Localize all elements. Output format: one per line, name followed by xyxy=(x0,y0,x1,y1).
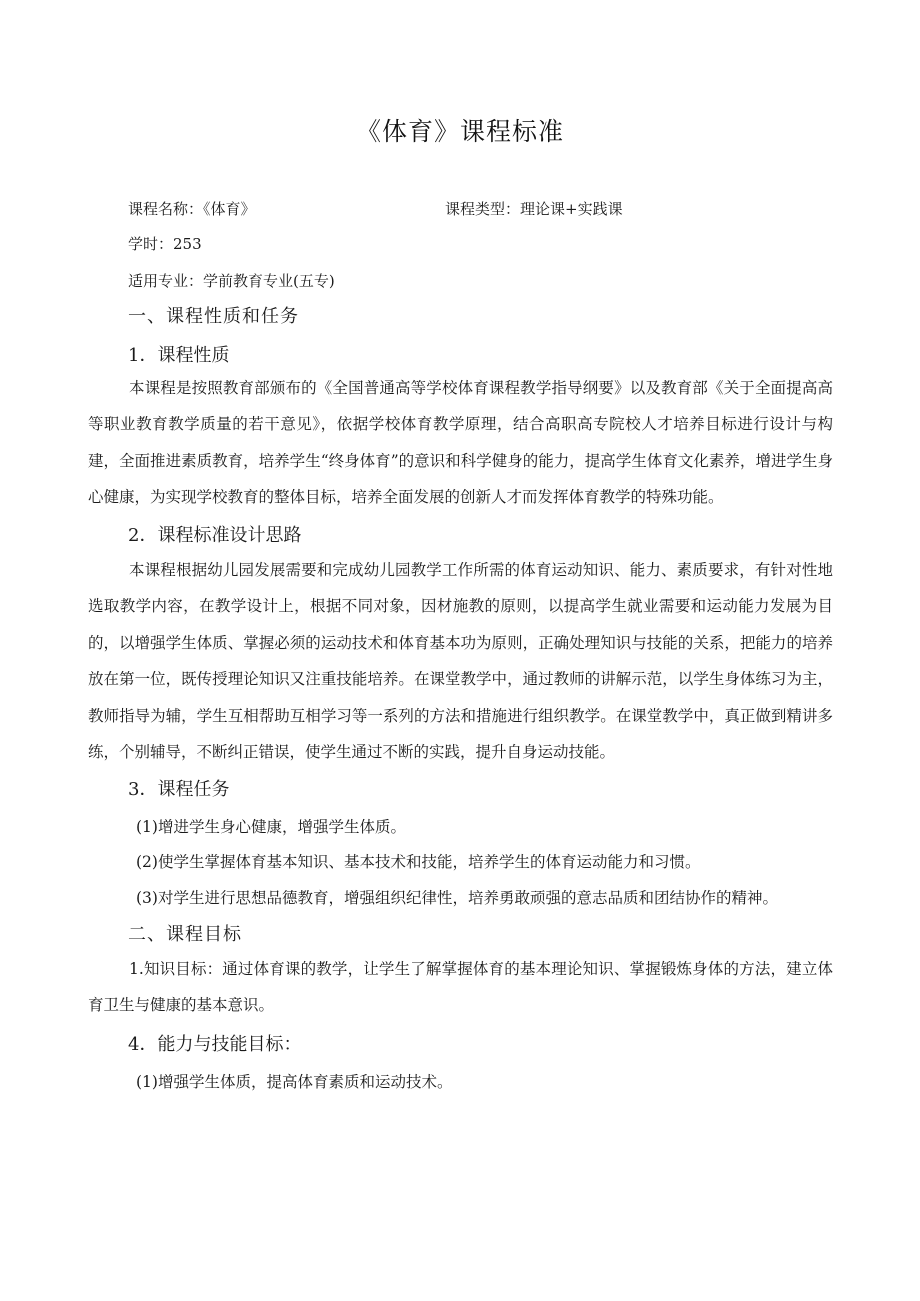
page-title: 《体育》课程标准 xyxy=(355,117,564,146)
subheading-skill-goals: 4．能力与技能目标： xyxy=(128,1034,302,1055)
paragraph-course-nature: 本课程是按照教育部颁布的《全国普通高等学校体育课程教学指导纲要》以及教育部《关于全面提高高等职业教育教学质量的若干意见》，依据学校体育教学原理，结合高职高专院校人才培养目标进行设计与构建，全面推进素质教育，培养学生“终身体育”的意识和科学健身的能力，提高学生体育文化素养，增进学生身心健康，为实现学校教育的整体目标，培养全面发展的创新人才而发挥体育教学的特殊功能。 xyxy=(88,379,833,507)
section-heading-objectives: 二、课程目标 xyxy=(128,924,242,945)
list-item-task-1: (1)增进学生身心健康，增强学生体质。 xyxy=(136,818,406,836)
list-item-skill-1: (1)增强学生体质，提高体育素质和运动技术。 xyxy=(136,1073,453,1091)
paragraph-knowledge-goal: 1.知识目标：通过体育课的教学，让学生了解掌握体育的基本理论知识、掌握锻炼身体的方法，建立体育卫生与健康的基本意识。 xyxy=(88,960,833,1015)
course-name: 课程名称：《体育》 xyxy=(128,200,256,218)
list-item-task-2: (2)使学生掌握体育基本知识、基本技术和技能，培养学生的体育运动能力和习惯。 xyxy=(136,853,701,871)
subheading-design-approach: 2．课程标准设计思路 xyxy=(128,525,302,546)
course-hours: 学时：253 xyxy=(128,235,202,253)
course-type: 课程类型：理论课+实践课 xyxy=(445,200,623,218)
list-item-task-3: (3)对学生进行思想品德教育，增强组织纪律性，培养勇敢顽强的意志品质和团结协作的精神。 xyxy=(136,889,778,907)
paragraph-design-approach: 本课程根据幼儿园发展需要和完成幼儿园教学工作所需的体育运动知识、能力、素质要求，有针对性地选取教学内容，在教学设计上，根据不同对象，因材施教的原则，以提高学生就业需要和运动能力发展为目的，以增强学生体质、掌握必须的运动技术和体育基本功为原则，正确处理知识与技能的关系，把能力的培养放在第一位，既传授理论知识又注重技能培养。在课堂教学中，通过教师的讲解示范，以学生身体练习为主，教师指导为辅，学生互相帮助互相学习等一系列的方法和措施进行组织教学。在课堂教学中，真正做到精讲多练，个别辅导，不断纠正错误，使学生通过不断的实践，提升自身运动技能。 xyxy=(88,561,833,762)
section-heading-nature-tasks: 一、课程性质和任务 xyxy=(128,306,299,327)
subheading-course-tasks: 3．课程任务 xyxy=(128,779,230,800)
subheading-course-nature: 1．课程性质 xyxy=(128,345,230,366)
applicable-major: 适用专业：学前教育专业(五专) xyxy=(128,272,335,290)
